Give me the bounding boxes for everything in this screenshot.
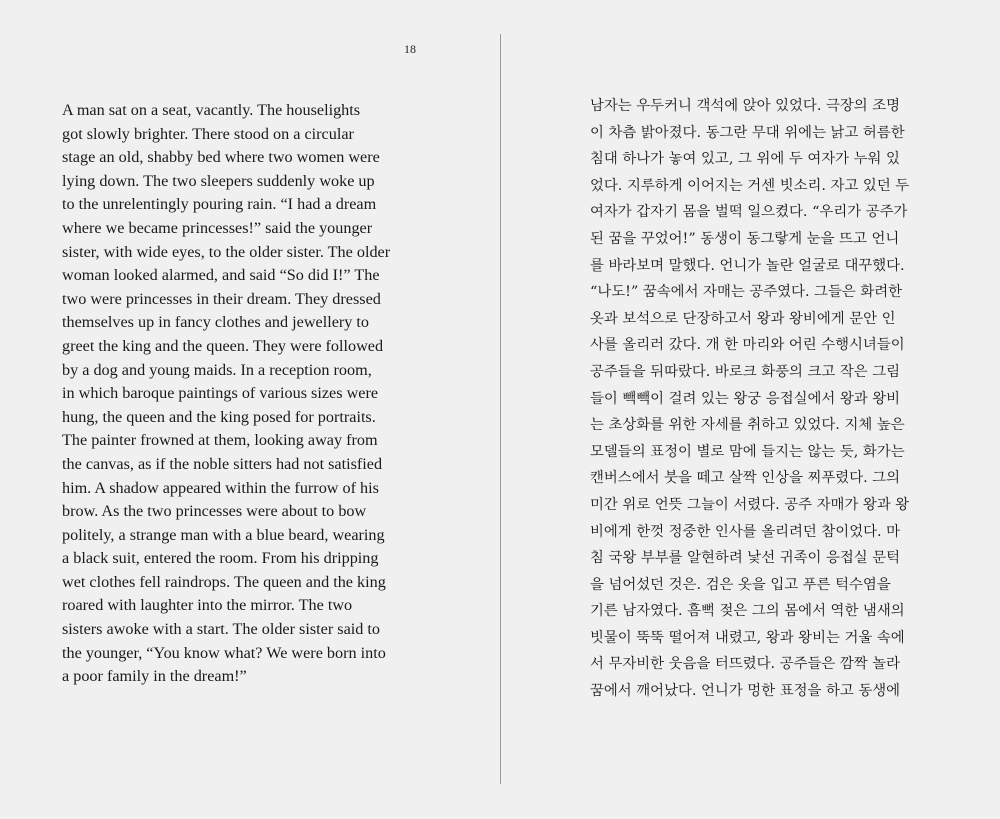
korean-text-line: 미간 위로 언뜻 그늘이 서렸다. 공주 자매가 왕과 왕 [590, 496, 910, 513]
korean-text-line: 사를 올리러 갔다. 개 한 마리와 어린 수행시녀들이 [590, 337, 905, 354]
english-text-line: hung, the queen and the king posed for portraits. [62, 407, 376, 426]
korean-text-line: 된 꿈을 꾸었어!” 동생이 동그랗게 눈을 뜨고 언니 [590, 230, 900, 247]
english-text-line: a black suit, entered the room. From his dripping [62, 549, 379, 568]
korean-text-line: 캔버스에서 붓을 떼고 살짝 인상을 찌푸렸다. 그의 [590, 470, 901, 487]
english-text-line: him. A shadow appeared within the furrow of his [62, 478, 379, 497]
english-text-line: greet the king and the queen. They were followed [62, 336, 384, 355]
korean-text-line: 는 초상화를 위한 자세를 취하고 있었다. 지체 높은 [590, 417, 905, 434]
korean-text-line: 었다. 지루하게 이어지는 거센 빗소리. 자고 있던 두 [590, 177, 910, 194]
korean-text-line: 들이 빽빽이 걸려 있는 왕궁 응접실에서 왕과 왕비 [590, 390, 901, 407]
korean-text-line: 남자는 우두커니 객석에 앉아 있었다. 극장의 조명 [590, 98, 901, 114]
korean-text-line: 를 바라보며 말했다. 언니가 놀란 얼굴로 대꾸했다. [590, 257, 905, 274]
english-text-line: roared with laughter into the mirror. The two [62, 596, 353, 615]
english-text-line: to the unrelentingly pouring rain. “I had a dream [62, 195, 377, 214]
korean-text-line: 빗물이 뚝뚝 떨어져 내렸고, 왕과 왕비는 거울 속에 [590, 629, 905, 646]
korean-text-line: 서 무자비한 웃음을 터뜨렸다. 공주들은 깜짝 놀라 [590, 656, 901, 673]
english-text-line: politely, a strange man with a blue beard, wearing [62, 525, 385, 544]
english-text-line: lying down. The two sleepers suddenly woke up [62, 171, 375, 190]
english-text-line: wet clothes fell raindrops. The queen and the king [62, 572, 386, 591]
english-text-line: A man sat on a seat, vacantly. The houselights [62, 101, 361, 119]
english-text-line: two were princesses in their dream. They dressed [62, 289, 381, 308]
korean-text-line: 비에게 한껏 정중한 인사를 올리려던 참이었다. 마 [590, 523, 901, 540]
korean-text-line: 꿈에서 깨어났다. 언니가 멍한 표정을 하고 동생에 [590, 683, 901, 700]
english-text-line: stage an old, shabby bed where two women were [62, 148, 380, 167]
english-text-line: the younger, “You know what? We were born into [62, 643, 386, 662]
korean-text-line: 침 국왕 부부를 알현하려 낯선 귀족이 응접실 문턱 [590, 550, 901, 567]
english-text-line: themselves up in fancy clothes and jewellery to [62, 313, 370, 332]
english-text-line: a poor family in the dream!” [62, 667, 247, 686]
korean-text-line: 모델들의 표정이 별로 맘에 들지는 않는 듯, 화가는 [590, 443, 905, 460]
page-number: 18 [404, 42, 416, 56]
english-text-line: brow. As the two princesses were about to bow [62, 502, 367, 521]
english-text-line: in which baroque paintings of various sizes were [62, 384, 379, 403]
korean-text-line: “나도!” 꿈속에서 자매는 공주였다. 그들은 화려한 [590, 284, 903, 301]
korean-text-column [590, 93, 940, 705]
korean-text-line: 이 차츰 밝아졌다. 동그란 무대 위에는 낡고 허름한 [590, 124, 905, 141]
korean-text-line: 을 넘어섰던 것은. 검은 옷을 입고 푸른 턱수염을 [590, 576, 891, 593]
english-text-line: sisters awoke with a start. The older sister said to [62, 620, 380, 639]
english-text-line: sister, with wide eyes, to the older sister. The older [62, 242, 391, 261]
korean-text-line: 기른 남자였다. 흠뻑 젖은 그의 몸에서 역한 냄새의 [590, 603, 905, 620]
english-text-line: by a dog and young maids. In a reception room, [62, 360, 372, 379]
korean-text-line: 공주들을 뒤따랐다. 바로크 화풍의 크고 작은 그림 [590, 363, 901, 380]
english-text-line: where we became princesses!” said the younger [62, 218, 373, 237]
korean-text-line: 옷과 보석으로 단장하고서 왕과 왕비에게 문안 인 [590, 310, 896, 327]
korean-text-line: 여자가 갑자기 몸을 벌떡 일으켰다. “우리가 공주가 [590, 204, 908, 221]
english-text-line: woman looked alarmed, and said “So did I!” The [62, 266, 380, 285]
english-text-line: the canvas, as if the noble sitters had not satisfied [62, 454, 383, 473]
english-text-line: got slowly brighter. There stood on a circular [62, 124, 354, 143]
page-gutter-divider [500, 34, 501, 784]
english-text-line: The painter frowned at them, looking away from [62, 431, 378, 450]
english-text-column [62, 99, 407, 689]
korean-text-line: 침대 하나가 놓여 있고, 그 위에 두 여자가 누워 있 [590, 151, 900, 168]
